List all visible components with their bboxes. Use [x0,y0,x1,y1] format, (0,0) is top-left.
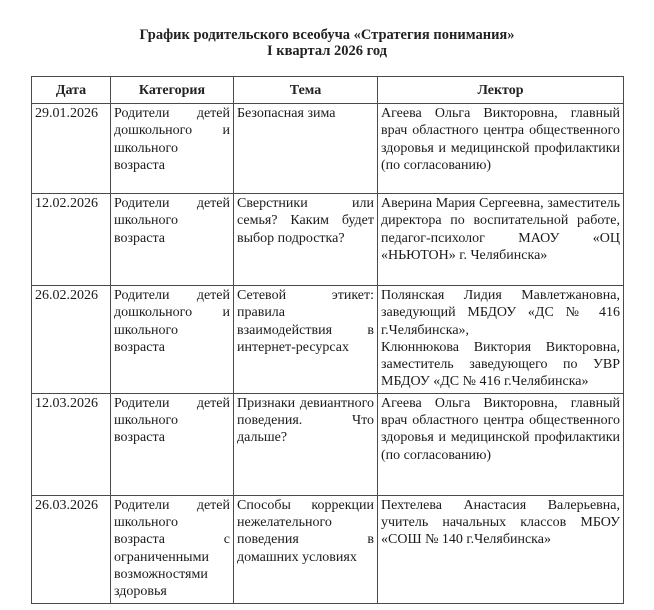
category-cell: Родители детей дошкольного и школьного возраста [111,104,234,194]
date-cell: 12.03.2026 [32,393,111,495]
topic-cell: Способы коррекции нежелательного поведения в домашних условиях [234,495,378,603]
category-cell: Родители детей дошкольного и школьного возраста [111,286,234,394]
lecturer-cell: Пехтелева Анастасия Валерьевна, учитель начальных классов МБОУ «СОШ № 140 г.Челябинска» [378,495,624,603]
lecturer-cell: Аверина Мария Сергеевна, заместитель директора по воспитательной работе, педагог-психолог МАОУ «ОЦ «НЬЮТОН» г. Челябинска» [378,194,624,286]
date-cell: 29.01.2026 [32,104,111,194]
title-line-2: I квартал 2026 год [266,43,388,59]
table-row [32,393,624,495]
category-cell: Родители детей школьного возраста [111,194,234,286]
topic-cell: Сетевой этикет: правила взаимодействия в интернет-ресурсах [234,286,378,394]
table-row [32,286,624,394]
lecturer-entry-2: Клюннюкова Виктория Викторовна, заместитель заведующего по УВР МБДОУ «ДС № 416 г.Челябинска» [381,339,620,390]
document-title [0,27,654,59]
header-date: Дата [32,77,111,104]
lecturer-entry-1: Полянская Лидия Мавлетжановна, заведующий МБДОУ «ДС № 416 г.Челябинска», [381,288,620,338]
table-row [32,495,624,603]
lecturer-cell: Агеева Ольга Викторовна, главный врач областного центра общественного здоровья и медицинской профилактики (по согласованию) [378,104,624,194]
table-row [32,194,624,286]
date-cell: 12.02.2026 [32,194,111,286]
date-cell: 26.02.2026 [32,286,111,394]
topic-cell: Безопасная зима [234,104,378,194]
header-topic: Тема [234,77,378,104]
topic-cell: Сверстники или семья? Каким будет выбор подростка? [234,194,378,286]
lecturer-cell [378,286,624,394]
table-header-row [32,77,624,104]
title-line-1: График родительского всеобуча «Стратегия понимания» [139,27,515,43]
header-lecturer: Лектор [378,77,624,104]
header-category: Категория [111,77,234,104]
topic-cell: Признаки девиантного поведения. Что дальше? [234,393,378,495]
schedule-table [31,76,624,604]
date-cell: 26.03.2026 [32,495,111,603]
category-cell: Родители детей школьного возраста с ограниченными возможностями здоровья [111,495,234,603]
category-cell: Родители детей школьного возраста [111,393,234,495]
lecturer-cell: Агеева Ольга Викторовна, главный врач областного центра общественного здоровья и медицинской профилактики (по согласованию) [378,393,624,495]
table-row [32,104,624,194]
